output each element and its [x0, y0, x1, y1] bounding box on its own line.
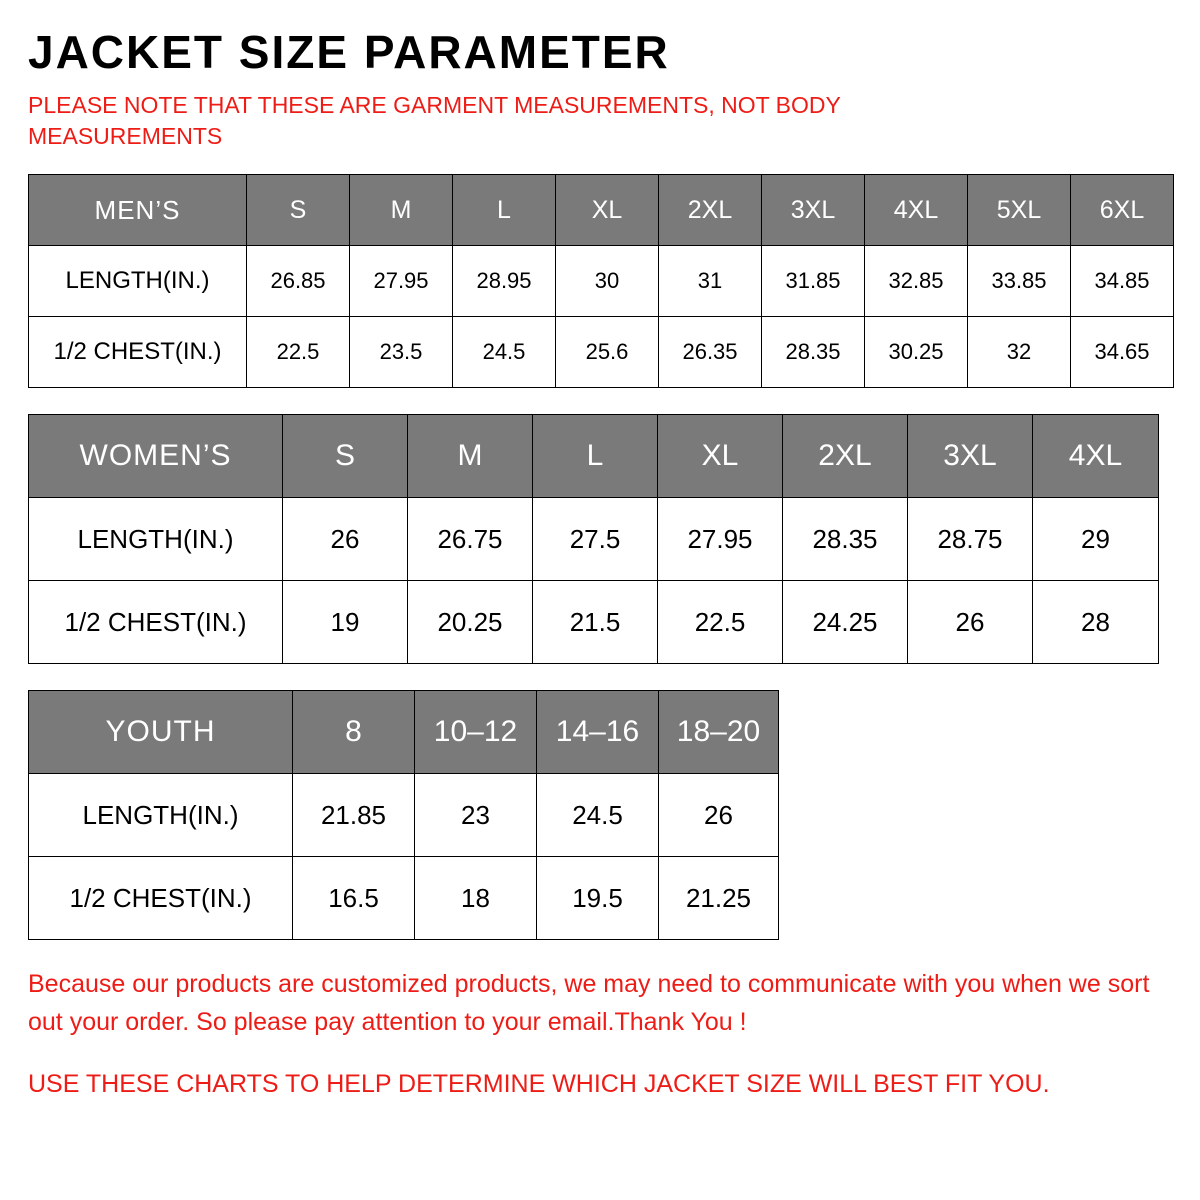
youth-size-table: [28, 690, 779, 940]
row-label: LENGTH(IN.): [29, 246, 247, 317]
size-header-cell: M: [408, 415, 533, 498]
mens-size-table: [28, 174, 1174, 388]
measurement-cell: 26.75: [408, 498, 533, 581]
measurement-cell: 26.35: [659, 317, 762, 388]
size-header-cell: 6XL: [1071, 175, 1174, 246]
measurement-cell: 21.85: [293, 774, 415, 857]
womens-table-label: WOMEN’S: [29, 415, 283, 498]
page-title: JACKET SIZE PARAMETER: [28, 26, 670, 78]
measurement-cell: 16.5: [293, 857, 415, 940]
table-row: [29, 774, 779, 857]
measurement-cell: 32: [968, 317, 1071, 388]
youth-table-label: YOUTH: [29, 691, 293, 774]
size-header-cell: M: [350, 175, 453, 246]
size-header-cell: 8: [293, 691, 415, 774]
measurement-cell: 28.75: [908, 498, 1033, 581]
size-header-cell: L: [533, 415, 658, 498]
measurement-cell: 25.6: [556, 317, 659, 388]
measurement-cell: 33.85: [968, 246, 1071, 317]
measurement-cell: 19.5: [537, 857, 659, 940]
measurement-cell: 27.5: [533, 498, 658, 581]
measurement-cell: 27.95: [658, 498, 783, 581]
size-header-cell: 5XL: [968, 175, 1071, 246]
womens-size-table: [28, 414, 1159, 664]
measurement-cell: 34.65: [1071, 317, 1174, 388]
garment-measurement-note: PLEASE NOTE THAT THESE ARE GARMENT MEASUREMENTS, NOT BODY MEASUREMENTS: [28, 92, 841, 150]
table-header-row: [29, 175, 1174, 246]
size-header-cell: 3XL: [762, 175, 865, 246]
measurement-cell: 23.5: [350, 317, 453, 388]
size-header-cell: 2XL: [783, 415, 908, 498]
row-label: LENGTH(IN.): [29, 774, 293, 857]
measurement-cell: 28: [1033, 581, 1159, 664]
size-header-cell: 10–12: [415, 691, 537, 774]
mens-table-label: MEN’S: [29, 175, 247, 246]
measurement-cell: 22.5: [247, 317, 350, 388]
chart-usage-notice: USE THESE CHARTS TO HELP DETERMINE WHICH JACKET SIZE WILL BEST FIT YOU.: [28, 1070, 1050, 1099]
customization-notice: Because our products are customized products, we may need to communicate with you when we sort out your order. So please pay attention to your email.Thank You !: [28, 970, 1150, 1036]
size-header-cell: S: [283, 415, 408, 498]
size-header-cell: 14–16: [537, 691, 659, 774]
measurement-cell: 34.85: [1071, 246, 1174, 317]
measurement-cell: 22.5: [658, 581, 783, 664]
size-header-cell: S: [247, 175, 350, 246]
measurement-cell: 20.25: [408, 581, 533, 664]
measurement-cell: 28.35: [783, 498, 908, 581]
measurement-cell: 23: [415, 774, 537, 857]
measurement-cell: 32.85: [865, 246, 968, 317]
measurement-cell: 28.35: [762, 317, 865, 388]
size-header-cell: 2XL: [659, 175, 762, 246]
size-header-cell: XL: [556, 175, 659, 246]
measurement-cell: 26: [283, 498, 408, 581]
measurement-cell: 24.25: [783, 581, 908, 664]
measurement-cell: 27.95: [350, 246, 453, 317]
measurement-cell: 31.85: [762, 246, 865, 317]
size-header-cell: 3XL: [908, 415, 1033, 498]
measurement-cell: 26: [659, 774, 779, 857]
row-label: 1/2 CHEST(IN.): [29, 317, 247, 388]
size-header-cell: L: [453, 175, 556, 246]
table-row: [29, 317, 1174, 388]
table-row: [29, 498, 1159, 581]
measurement-cell: 24.5: [453, 317, 556, 388]
table-header-row: [29, 691, 779, 774]
row-label: LENGTH(IN.): [29, 498, 283, 581]
size-header-cell: 4XL: [865, 175, 968, 246]
measurement-cell: 26: [908, 581, 1033, 664]
size-header-cell: XL: [658, 415, 783, 498]
measurement-cell: 28.95: [453, 246, 556, 317]
measurement-cell: 29: [1033, 498, 1159, 581]
table-row: [29, 581, 1159, 664]
table-row: [29, 246, 1174, 317]
table-row: [29, 857, 779, 940]
measurement-cell: 21.25: [659, 857, 779, 940]
measurement-cell: 30.25: [865, 317, 968, 388]
size-header-cell: 4XL: [1033, 415, 1159, 498]
measurement-cell: 19: [283, 581, 408, 664]
table-header-row: [29, 415, 1159, 498]
measurement-cell: 21.5: [533, 581, 658, 664]
measurement-cell: 18: [415, 857, 537, 940]
measurement-cell: 30: [556, 246, 659, 317]
row-label: 1/2 CHEST(IN.): [29, 857, 293, 940]
measurement-cell: 24.5: [537, 774, 659, 857]
measurement-cell: 31: [659, 246, 762, 317]
measurement-cell: 26.85: [247, 246, 350, 317]
row-label: 1/2 CHEST(IN.): [29, 581, 283, 664]
size-header-cell: 18–20: [659, 691, 779, 774]
